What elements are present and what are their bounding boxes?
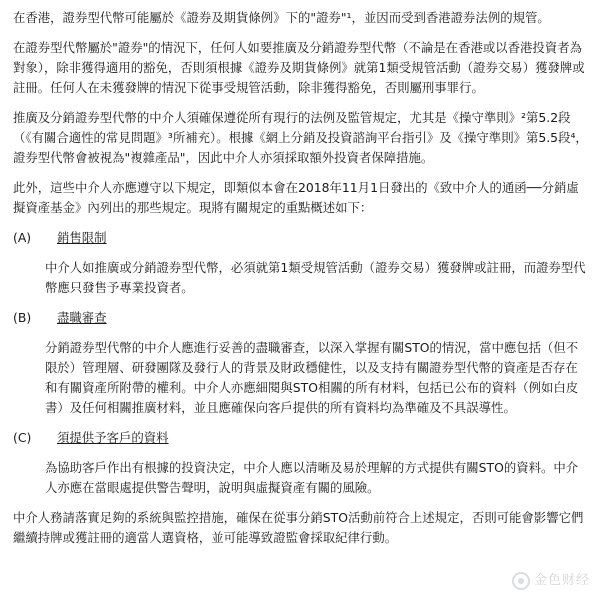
section-c xyxy=(13,428,589,498)
section-a xyxy=(13,228,589,298)
section-c-body: 為協助客戶作出有根據的投資決定，中介人應以清晰及易於理解的方式提供有關STO的資料。中介人亦應在當眼處提供警告聲明，說明與虛擬資產有關的風險。 xyxy=(45,460,579,495)
section-a-title: 銷售限制 xyxy=(57,230,107,245)
paragraph-2: 在證券型代幣屬於"證券"的情況下，任何人如要推廣及分銷證券型代幣（不論是在香港或以香港投資者為對象），除非獲得適用的豁免，否則須根據《證券及期貨條例》就第1類受規管活動（證券交易）獲發牌或註冊。任何人在未獲發牌的情況下從事受規管活動，除非獲得豁免，否則屬刑事罪行。 xyxy=(13,40,585,95)
closing-paragraph: 中介人務請落實足夠的系統與監控措施，確保在從事分銷STO活動前符合上述規定，否則可能會影響它們繼續持牌或獲註冊的適當人選資格，並可能導致證監會採取紀律行動。 xyxy=(13,510,584,545)
watermark xyxy=(512,571,590,591)
watermark-logo-icon xyxy=(512,572,530,590)
section-a-heading xyxy=(13,228,589,248)
section-b-body: 分銷證券型代幣的中介人應進行妥善的盡職審查，以深入掌握有關STO的情況，當中應包括（但不限於）管理層、研發團隊及發行人的背景及財政穩健性，以及支持有關證券型代幣的資產是否存在和有關資產所附帶的權利。中介人亦應細閱與STO相關的所有材料，包括已公布的資料（例如白皮書）及任何相關推廣材料，並且應確保向客戶提供的所有資料均為準確及不具誤導性。 xyxy=(45,340,579,415)
section-b-title: 盡職審查 xyxy=(57,310,107,325)
paragraph-3: 推廣及分銷證券型代幣的中介人須確保遵從所有現行的法例及監管規定，尤其是《操守準則》²第5.2段（《有關合適性的常見問題》³所補充）。根據《網上分銷及投資諮詢平台指引》及《操守準則》第5.5段⁴，證券型代幣會被視為"複雜產品"，因此中介人亦須採取額外投資者保障措施。 xyxy=(13,110,588,165)
section-c-title: 須提供予客戶的資料 xyxy=(57,430,169,445)
section-c-letter: (C) xyxy=(13,430,32,445)
paragraph-1: 在香港，證券型代幣可能屬於《證券及期貨條例》下的"證券"¹，並因而受到香港證券法例的規管。 xyxy=(13,10,550,25)
paragraph-4: 此外，這些中介人亦應遵守以下規定，即類似本會在2018年11月1日發出的《致中介人的通函──分銷虛擬資產基金》內列出的那些規定。現將有關規定的重點概述如下： xyxy=(13,180,579,215)
section-b-heading xyxy=(13,308,589,328)
section-b-letter: (B) xyxy=(13,310,32,325)
section-b xyxy=(13,308,589,418)
section-c-heading xyxy=(13,428,589,448)
section-a-body: 中介人如推廣或分銷證券型代幣，必須就第1類受規管活動（證券交易）獲發牌或註冊，而證券型代幣應只發售予專業投資者。 xyxy=(45,260,586,295)
section-a-letter: (A) xyxy=(13,230,32,245)
document-body xyxy=(13,8,589,558)
watermark-text: 金色财经 xyxy=(533,573,590,588)
